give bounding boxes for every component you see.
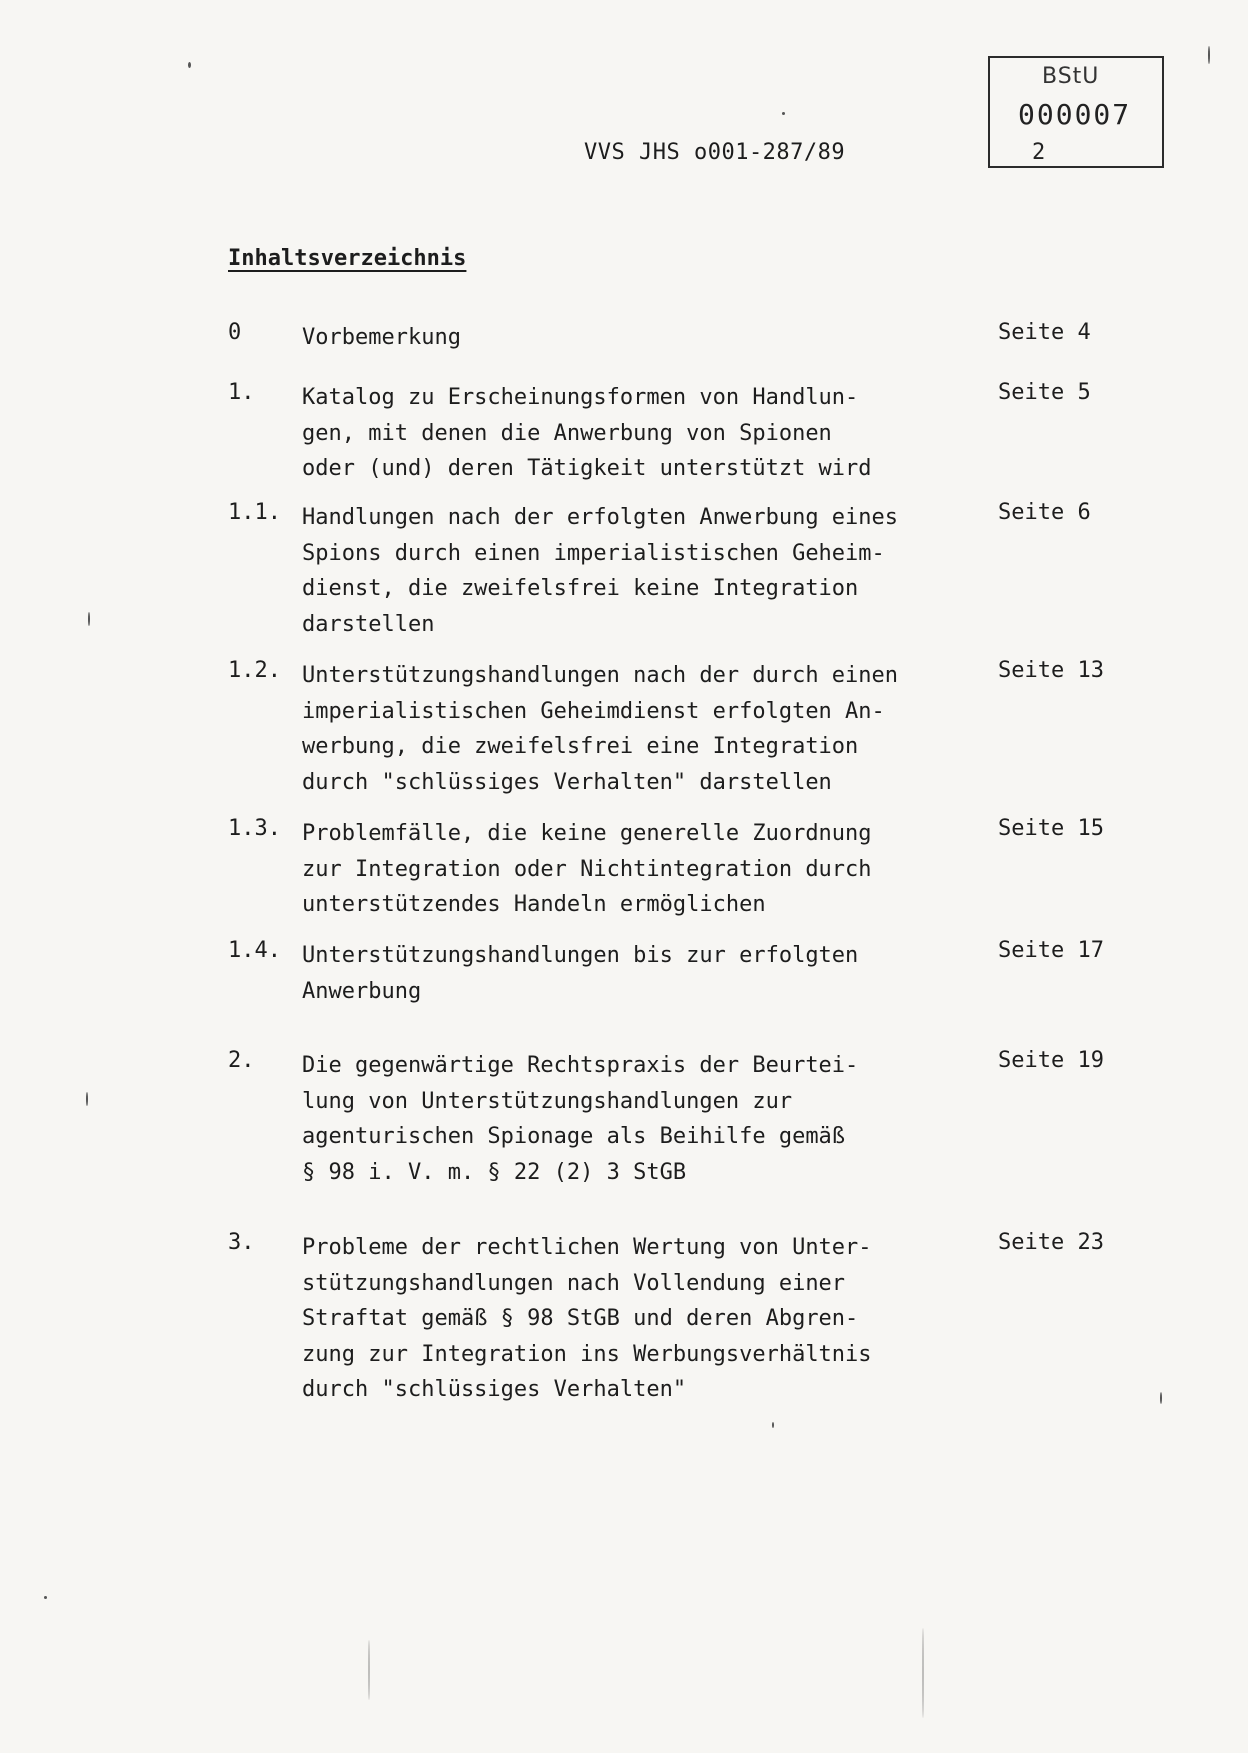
entry-line: durch "schlüssiges Verhalten"	[302, 1377, 687, 1402]
entry-line: Unterstützungshandlungen nach der durch einen	[302, 663, 899, 688]
entry-line: durch "schlüssiges Verhalten" darstellen	[302, 769, 832, 795]
entry-line: darstellen	[302, 611, 435, 637]
entry-text	[302, 1048, 992, 1190]
scan-speck	[88, 612, 90, 626]
entry-number: 1.	[228, 380, 255, 405]
entry-line: imperialistischen Geheimdienst erfolgten An-	[302, 698, 885, 724]
entry-page-ref: Seite 4	[998, 320, 1091, 345]
entry-number: 1.4.	[228, 938, 281, 963]
scan-speck	[1208, 46, 1210, 64]
entry-page-ref: Seite 23	[998, 1230, 1104, 1255]
entry-line: stützungshandlungen nach Vollendung einer	[302, 1270, 846, 1296]
entry-line: Vorbemerkung	[302, 325, 461, 350]
scan-speck	[922, 1628, 924, 1718]
scan-speck	[782, 112, 785, 115]
entry-line: lung von Unterstützungshandlungen zur	[302, 1088, 793, 1114]
entry-text	[302, 1230, 992, 1408]
entry-number: 2.	[228, 1048, 255, 1073]
stamp-number: 000007	[1018, 98, 1132, 131]
entry-text	[302, 500, 992, 642]
entry-number: 1.2.	[228, 658, 281, 683]
scan-speck	[368, 1640, 370, 1700]
scan-speck	[1160, 1392, 1162, 1404]
entry-line: § 98 i. V. m. § 22 (2) 3 StGB	[302, 1159, 687, 1185]
entry-text	[302, 380, 992, 487]
entry-line: Katalog zu Erscheinungsformen von Handlun-	[302, 385, 859, 410]
scan-speck	[188, 62, 191, 68]
entry-line: zung zur Integration ins Werbungsverhältnis	[302, 1341, 872, 1367]
entry-page-ref: Seite 15	[998, 816, 1104, 841]
entry-line: Die gegenwärtige Rechtspraxis der Beurtei-	[302, 1053, 859, 1078]
entry-number: 3.	[228, 1230, 255, 1255]
entry-line: Spions durch einen imperialistischen Geheim-	[302, 540, 885, 566]
entry-line: Problemfälle, die keine generelle Zuordnung	[302, 821, 872, 846]
entry-text	[302, 938, 992, 1009]
entry-number: 1.1.	[228, 500, 281, 525]
entry-line: werbung, die zweifelsfrei eine Integration	[302, 734, 859, 759]
entry-number: 1.3.	[228, 816, 281, 841]
scan-speck	[44, 1596, 47, 1599]
archive-stamp	[988, 56, 1164, 168]
entry-page-ref: Seite 6	[998, 500, 1091, 525]
entry-line: dienst, die zweifelsfrei keine Integration	[302, 576, 859, 601]
entry-line: Straftat gemäß § 98 StGB und deren Abgren-	[302, 1306, 859, 1331]
entry-line: oder (und) deren Tätigkeit unterstützt wird	[302, 456, 872, 481]
document-reference: VVS JHS o001-287/89	[584, 140, 846, 165]
entry-number: 0	[228, 320, 242, 345]
entry-text	[302, 320, 992, 356]
entry-page-ref: Seite 5	[998, 380, 1091, 405]
entry-line: Handlungen nach der erfolgten Anwerbung eines	[302, 505, 899, 530]
stamp-org: BStU	[1042, 64, 1100, 89]
stamp-page: 2	[1032, 140, 1046, 165]
entry-line: Probleme der rechtlichen Wertung von Unter-	[302, 1235, 872, 1260]
toc-title: Inhaltsverzeichnis	[228, 246, 467, 271]
entry-page-ref: Seite 17	[998, 938, 1104, 963]
entry-text	[302, 658, 992, 800]
scan-speck	[772, 1422, 774, 1428]
entry-line: Unterstützungshandlungen bis zur erfolgten	[302, 943, 859, 968]
entry-line: gen, mit denen die Anwerbung von Spionen	[302, 420, 832, 446]
entry-line: unterstützendes Handeln ermöglichen	[302, 892, 766, 917]
scan-speck	[86, 1092, 88, 1106]
entry-text	[302, 816, 992, 923]
entry-line: agenturischen Spionage als Beihilfe gemäß	[302, 1124, 846, 1149]
entry-line: Anwerbung	[302, 978, 422, 1004]
entry-page-ref: Seite 19	[998, 1048, 1104, 1073]
entry-line: zur Integration oder Nichtintegration durch	[302, 856, 872, 882]
entry-page-ref: Seite 13	[998, 658, 1104, 683]
